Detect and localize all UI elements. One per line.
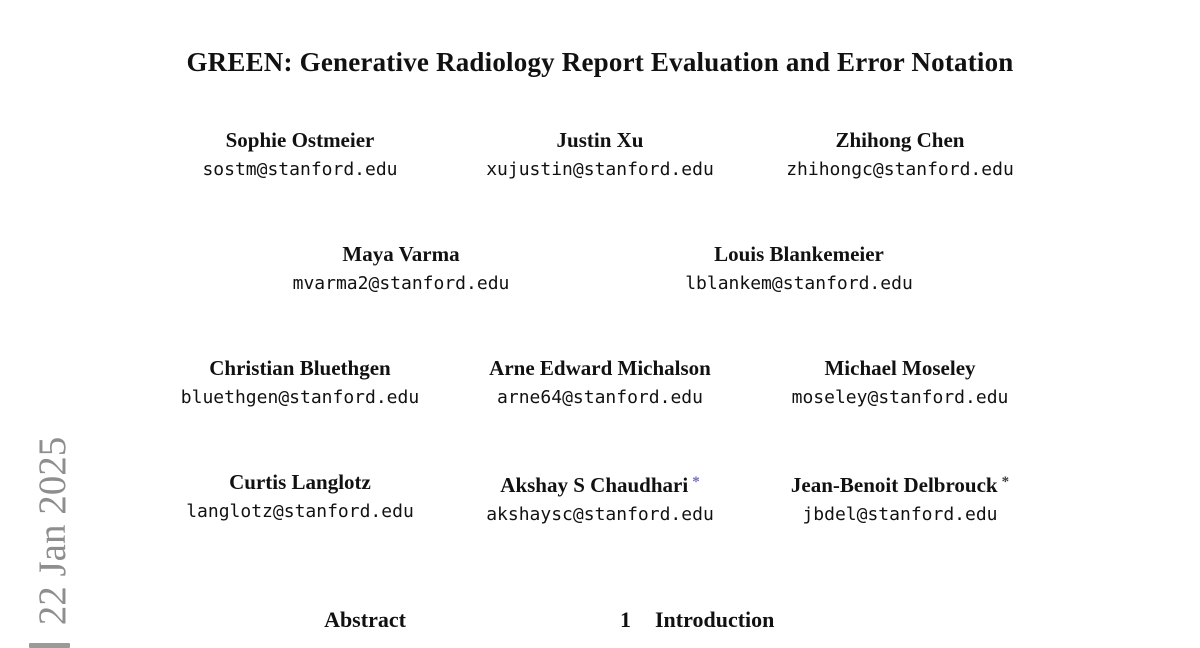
author-row [150,127,1050,184]
section-number: 1 [620,607,631,632]
author-name: Louis Blankemeier [714,242,884,266]
footnote-asterisk-icon: * [1001,474,1010,490]
author-email: moseley@stanford.edu [791,387,1009,408]
author-name: Arne Edward Michalson [489,356,711,380]
author-email: arne64@stanford.edu [497,387,703,408]
author-block [750,469,1050,529]
author-name: Maya Varma [342,242,460,266]
author-block [450,469,750,529]
author-block [150,355,450,412]
author-block [450,127,750,184]
author-email: langlotz@stanford.edu [186,501,414,522]
author-email: mvarma2@stanford.edu [292,273,510,294]
author-email: xujustin@stanford.edu [486,159,714,180]
author-email: akshaysc@stanford.edu [486,504,714,525]
author-row [150,469,1050,529]
author-email: lblankem@stanford.edu [685,273,913,294]
author-block [150,469,450,529]
author-name: Christian Bluethgen [209,356,391,380]
author-name: Curtis Langlotz [229,470,371,494]
arxiv-stamp-fragment [29,643,70,648]
author-name [750,469,1050,498]
author-block [750,355,1050,412]
introduction-heading [620,606,774,634]
author-email: sostm@stanford.edu [202,159,398,180]
section-title: Introduction [655,607,775,632]
author-name: Justin Xu [556,128,644,152]
author-block [150,127,450,184]
author-email: zhihongc@stanford.edu [786,159,1014,180]
author-name-text: Akshay S Chaudhari [500,473,689,497]
author-block [202,241,600,298]
abstract-heading: Abstract [324,607,406,632]
author-email: bluethgen@stanford.edu [180,387,420,408]
paper-title: GREEN: Generative Radiology Report Evaluation and Error Notation [186,47,1014,77]
author-row [150,241,1050,298]
author-name: Michael Moseley [824,356,976,380]
author-block [600,241,998,298]
author-name [450,469,750,498]
author-email: jbdel@stanford.edu [802,504,998,525]
author-block [450,355,750,412]
footnote-asterisk-icon: * [692,474,700,490]
arxiv-date-stamp: 22 Jan 2025 [31,436,74,626]
author-name: Zhihong Chen [835,128,965,152]
author-row [150,355,1050,412]
author-block [750,127,1050,184]
author-name-text: Jean-Benoit Delbrouck [790,473,998,497]
author-name: Sophie Ostmeier [225,128,375,152]
